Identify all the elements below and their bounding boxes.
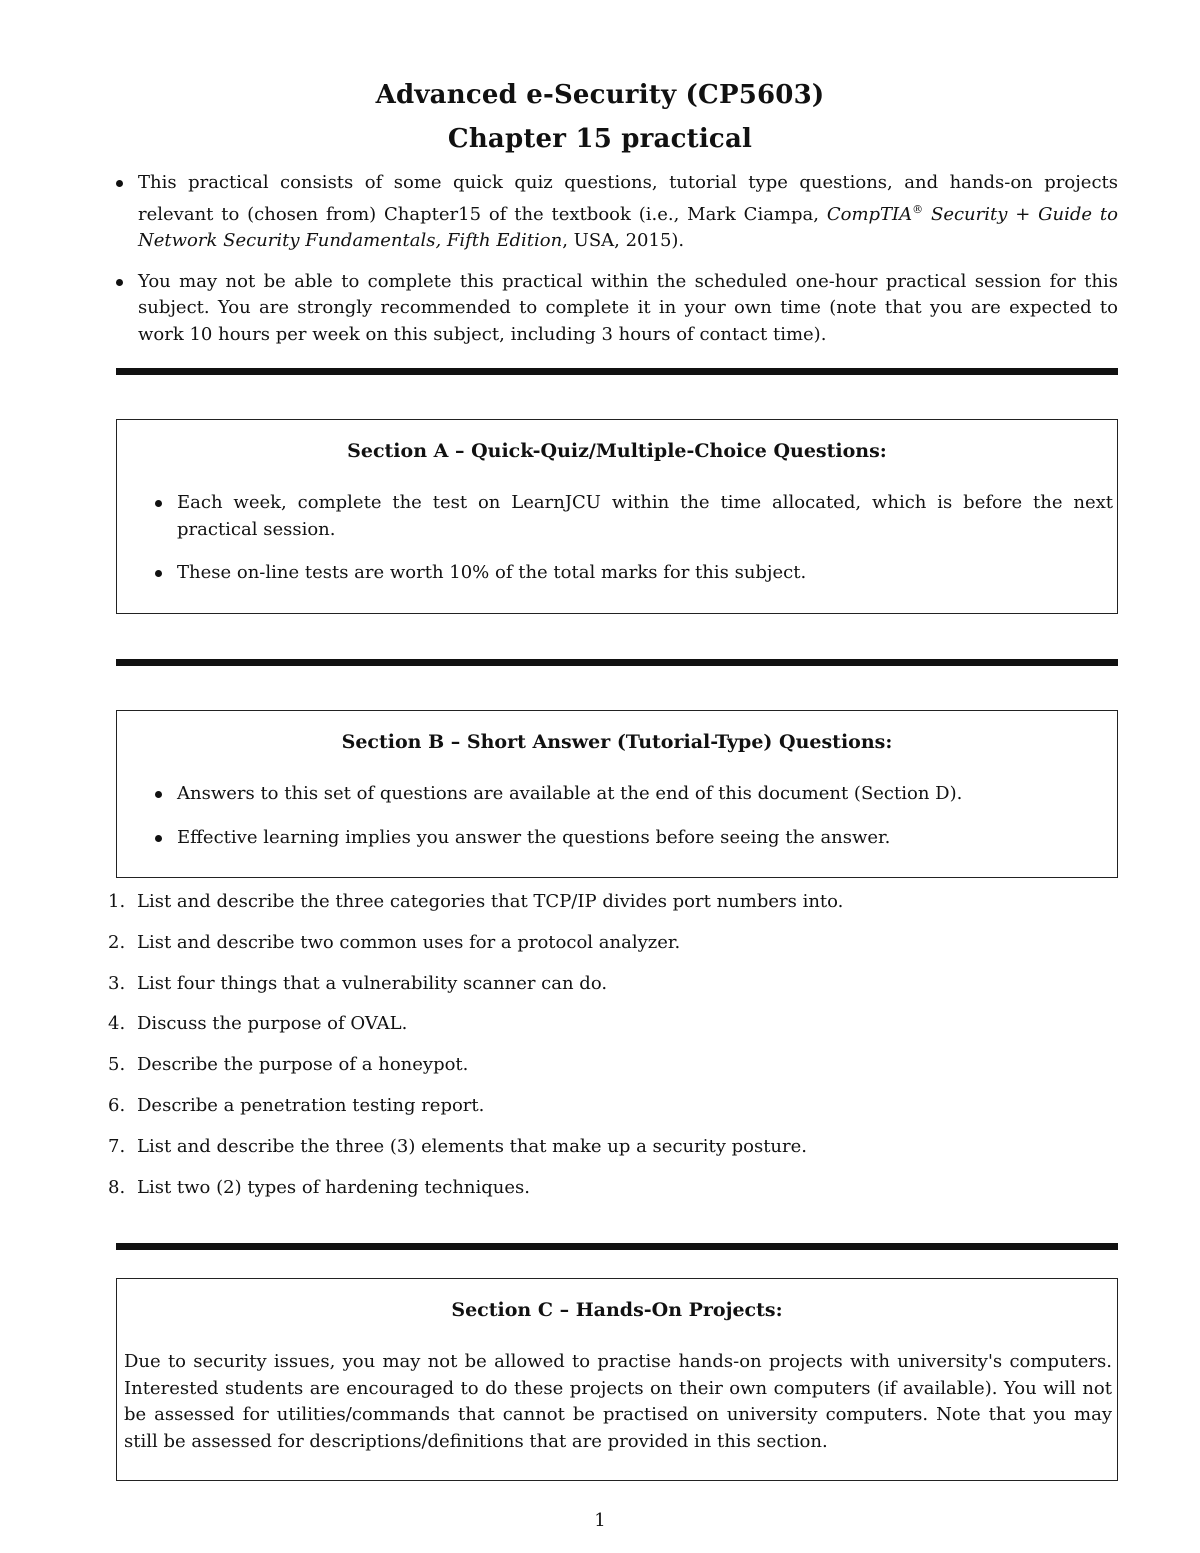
section-c-title: Section C – Hands-On Projects:: [451, 1299, 783, 1321]
question-number: 4.: [108, 1013, 126, 1035]
section-a-title: Section A – Quick-Quiz/Multiple-Choice Questions:: [347, 440, 887, 462]
question-text: List and describe two common uses for a protocol analyzer.: [137, 931, 681, 953]
question-text: List and describe the three (3) elements that make up a security posture.: [137, 1135, 807, 1157]
section-c-body: Due to security issues, you may not be allowed to practise hands-on projects with university's computers. Interested students are encouraged to do these projects on their own computers (if available). You will not be assessed for utilities/commands that cannot be practised on university computers. Note that you may still be assessed for descriptions/definitions that are provided in this section.: [124, 1351, 1112, 1452]
question-item: [108, 1175, 1108, 1216]
question-number: 6.: [108, 1094, 126, 1116]
question-text: Describe the purpose of a honeypot.: [137, 1054, 469, 1076]
question-item: [108, 1093, 1108, 1134]
section-a-item: [155, 490, 1113, 543]
section-b-item: [155, 825, 1113, 852]
section-divider: [116, 1243, 1118, 1250]
section-a-box: [116, 419, 1118, 614]
section-b-item-text: Effective learning implies you answer the questions before seeing the answer.: [177, 826, 891, 848]
question-number: 8.: [108, 1176, 126, 1198]
question-text: List two (2) types of hardening techniques.: [137, 1176, 531, 1198]
page-number: 1: [594, 1510, 606, 1531]
question-number: 7.: [108, 1135, 126, 1157]
intro-item-text: , USA, 2015).: [562, 230, 685, 251]
bullet-icon: [155, 791, 162, 798]
bullet-icon: [155, 570, 162, 577]
question-item: [108, 1011, 1108, 1052]
question-item: [108, 1052, 1108, 1093]
bullet-icon: [155, 835, 162, 842]
section-b-title: Section B – Short Answer (Tutorial-Type) Questions:: [341, 731, 893, 753]
question-text: List four things that a vulnerability scanner can do.: [137, 972, 608, 994]
section-b-item-text: Answers to this set of questions are available at the end of this document (Section D).: [177, 783, 963, 804]
section-a-item: [155, 560, 1113, 587]
book-title-part: CompTIA: [826, 203, 913, 225]
section-b-box: [116, 710, 1118, 878]
document-subtitle: Chapter 15 practical: [447, 124, 753, 154]
registered-mark: ®: [912, 202, 924, 216]
question-item: [108, 1134, 1108, 1175]
intro-list: [116, 170, 1118, 362]
bullet-icon: [116, 180, 123, 187]
section-b-item: [155, 781, 1113, 808]
section-c-box: [116, 1278, 1118, 1481]
question-number: 2.: [108, 931, 126, 953]
question-item: [108, 930, 1108, 971]
section-divider: [116, 659, 1118, 666]
question-item: [108, 889, 1108, 930]
question-text: Describe a penetration testing report.: [137, 1094, 485, 1116]
question-number: 1.: [108, 891, 126, 912]
question-number: 5.: [108, 1054, 126, 1076]
question-number: 3.: [108, 972, 126, 994]
section-divider: [116, 368, 1118, 375]
intro-item-text: You may not be able to complete this practical within the scheduled one-hour practical session for this subject. You are strongly recommended to complete it in your own time (note that you are expected to work 10 hours per week on this subject, including 3 hours of contact time).: [138, 270, 1118, 345]
section-a-item-text: These on-line tests are worth 10% of the total marks for this subject.: [177, 562, 807, 583]
intro-item: [116, 269, 1118, 349]
question-text: List and describe the three categories that TCP/IP divides port numbers into.: [137, 891, 844, 912]
question-item: [108, 971, 1108, 1012]
document-title: Advanced e-Security (CP5603): [375, 80, 825, 110]
bullet-icon: [155, 500, 162, 507]
questions-list: [108, 889, 1108, 1215]
intro-item: [116, 170, 1118, 255]
book-title-part: Security + Guide to Network Security Fundamentals, Fifth Edition: [138, 203, 1118, 251]
section-b-list: [155, 781, 1113, 868]
section-a-item-text: Each week, complete the test on LearnJCU within the time allocated, which is before the next practical session.: [177, 492, 1113, 540]
section-a-list: [155, 490, 1113, 604]
question-text: Discuss the purpose of OVAL.: [137, 1013, 408, 1035]
intro-item-text: This practical consists of some quick quiz questions, tutorial type questions, and hands-on projects relevant to (chosen from) Chapter15 of the textbook (i.e., Mark Ciampa,: [138, 172, 1118, 225]
bullet-icon: [116, 279, 123, 286]
